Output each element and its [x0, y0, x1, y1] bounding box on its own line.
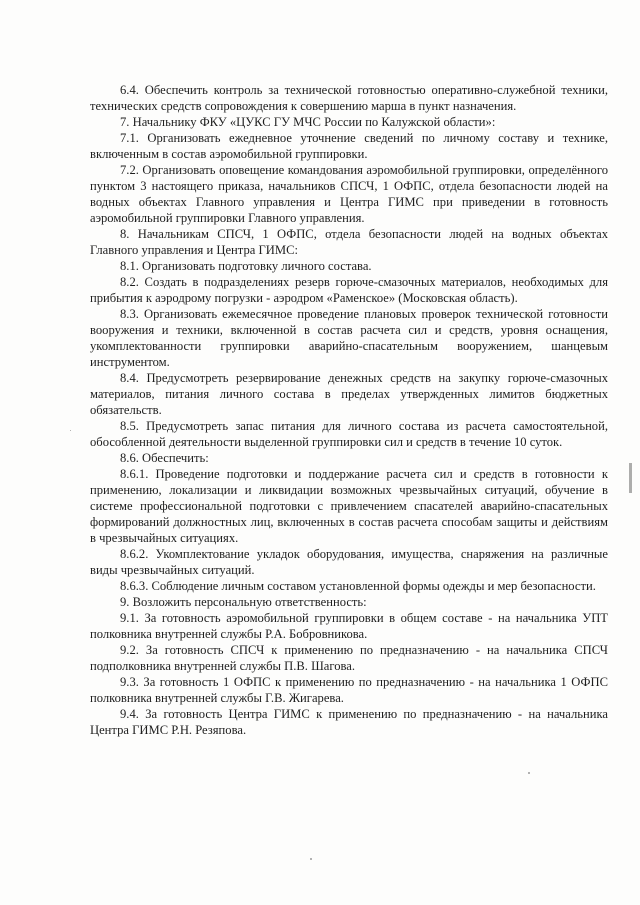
- paragraph-7: 7. Начальнику ФКУ «ЦУКС ГУ МЧС России по Калужской области»:: [120, 115, 496, 129]
- paragraph-6-4: 6.4. Обеспечить контроль за технической готовностью оперативно-служебной техники, технических средств сопровождения к совершению марша в пункт назначения.: [90, 83, 608, 113]
- paragraph-8: 8. Начальникам СПСЧ, 1 ОФПС, отдела безопасности людей на водных объектах Главного управления и Центра ГИМС:: [90, 227, 608, 257]
- paragraph-7-2: 7.2. Организовать оповещение командования аэромобильной группировки, определённого пунктом 3 настоящего приказа, начальников СПСЧ, 1 ОФПС, отдела безопасности людей на водных объектах Главного управления и Центра ГИМС при приведении в готовность аэромобильной группировки Главного управления.: [90, 163, 608, 225]
- paragraph-8-1: 8.1. Организовать подготовку личного состава.: [120, 259, 372, 273]
- paragraph-7-1: 7.1. Организовать ежедневное уточнение сведений по личному составу и технике, включенным в состав аэромобильной группировки.: [90, 131, 608, 161]
- paragraph-8-6-3: 8.6.3. Соблюдение личным составом установленной формы одежды и мер безопасности.: [120, 579, 596, 593]
- paragraph-8-5: 8.5. Предусмотреть запас питания для личного состава из расчета самостоятельной, обособленной деятельности выделенной группировки сил и средств в течение 10 суток.: [90, 419, 608, 449]
- paragraph-8-4: 8.4. Предусмотреть резервирование денежных средств на закупку горюче-смазочных материалов, питания личного состава в пределах утвержденных лимитов бюджетных обязательств.: [90, 371, 608, 417]
- scan-speck: [310, 858, 312, 860]
- scan-edge-mark: [629, 463, 632, 493]
- paragraph-8-6-1: 8.6.1. Проведение подготовки и поддержание расчета сил и средств в готовности к применению, локализации и ликвидации возможных чрезвычайных ситуаций, обучение в системе профессиональной подготовки с привлечением спасателей аварийно-спасательных формирований должностных лиц, включенных в состав расчета способам защиты и действиям в чрезвычайных ситуациях.: [90, 467, 608, 545]
- paragraph-9: 9. Возложить персональную ответственность:: [120, 595, 367, 609]
- paragraph-9-3: 9.3. За готовность 1 ОФПС к применению по предназначению - на начальника 1 ОФПС полковника внутренней службы Г.В. Жигарева.: [90, 675, 608, 705]
- document-body: [90, 82, 608, 738]
- paragraph-9-2: 9.2. За готовность СПСЧ к применению по предназначению - на начальника СПСЧ подполковника внутренней службы П.В. Шагова.: [90, 643, 608, 673]
- paragraph-9-1: 9.1. За готовность аэромобильной группировки в общем составе - на начальника УПТ полковника внутренней службы Р.А. Бобровникова.: [90, 611, 608, 641]
- scan-speck: [70, 430, 71, 431]
- paragraph-8-2: 8.2. Создать в подразделениях резерв горюче-смазочных материалов, необходимых для прибытия к аэродрому погрузки - аэродром «Раменское» (Московская область).: [90, 275, 608, 305]
- paragraph-8-6-2: 8.6.2. Укомплектование укладок оборудования, имущества, снаряжения на различные виды чрезвычайных ситуаций.: [90, 547, 608, 577]
- paragraph-9-4: 9.4. За готовность Центра ГИМС к применению по предназначению - на начальника Центра ГИМС Р.Н. Резяпова.: [90, 707, 608, 737]
- paragraph-8-6: 8.6. Обеспечить:: [120, 451, 209, 465]
- paragraph-8-3: 8.3. Организовать ежемесячное проведение плановых проверок технической готовности вооружения и техники, включенной в состав расчета сил и средств, уровня оснащения, укомплектованности группировки аварийно-спасательным вооружением, шанцевым инструментом.: [90, 307, 608, 369]
- scan-speck: [528, 772, 530, 774]
